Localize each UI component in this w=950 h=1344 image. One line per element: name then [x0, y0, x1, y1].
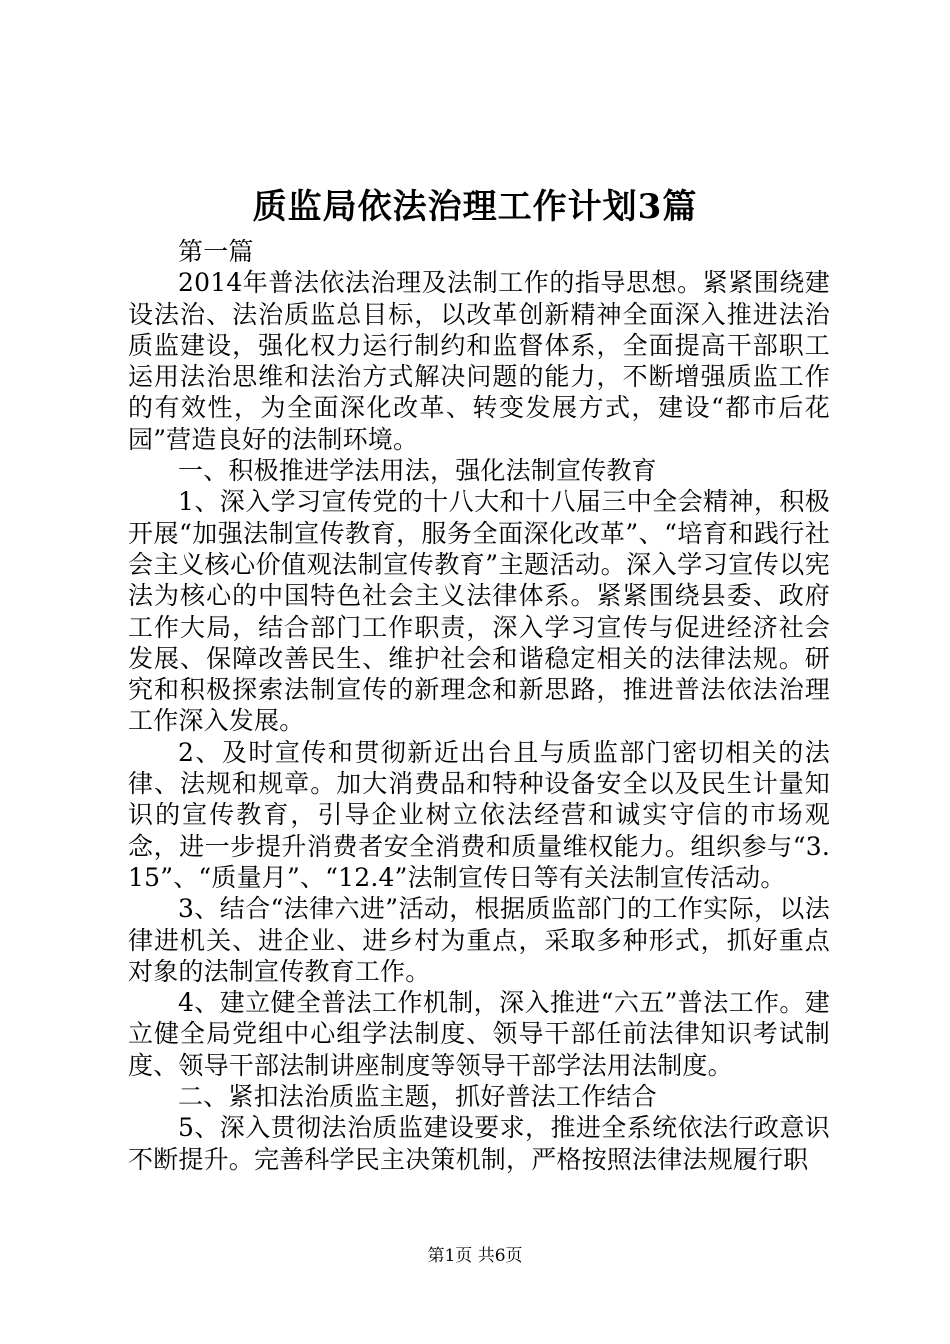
- paragraph: 3、结合“法律六进”活动，根据质监部门的工作实际，以法律进机关、进企业、进乡村为重点，采取多种形式，抓好重点对象的法制宣传教育工作。: [128, 894, 830, 986]
- paragraph: 2014年普法依法治理及法制工作的指导思想。紧紧围绕建设法治、法治质监总目标，以改革创新精神全面深入推进法治质监建设，强化权力运行制约和监督体系，全面提高干部职工运用法治思维和法治方式解决问题的能力，不断增强质监工作的有效性，为全面深化改革、转变发展方式，建设“都市后花园”营造良好的法制环境。: [128, 268, 830, 454]
- section-heading: 一、积极推进学法用法，强化法制宣传教育: [178, 456, 657, 486]
- paragraph: 1、深入学习宣传党的十八大和十八届三中全会精神，积极开展“加强法制宣传教育，服务全面深化改革”、“培育和践行社会主义核心价值观法制宣传教育”主题活动。深入学习宣传以宪法为核心的中国特色社会主义法律体系。紧紧围绕县委、政府工作大局，结合部门工作职责，深入学习宣传与促进经济社会发展、保障改善民生、维护社会和谐稳定相关的法律法规。研究和积极探索法制宣传的新理念和新思路，推进普法依法治理工作深入发展。: [128, 487, 830, 736]
- document-body: [128, 236, 830, 1175]
- paragraph: 2、及时宣传和贯彻新近出台且与质监部门密切相关的法律、法规和规章。加大消费品和特种设备安全以及民生计量知识的宣传教育，引导企业树立依法经营和诚实守信的市场观念，进一步提升消费者安全消费和质量维权能力。组织参与“3.15”、“质量月”、“12.4”法制宣传日等有关法制宣传活动。: [128, 737, 830, 892]
- section-heading: 第一篇: [178, 237, 254, 266]
- page-footer: 第1页 共6页: [427, 1246, 523, 1266]
- paragraph: 5、深入贯彻法治质监建设要求，推进全系统依法行政意识不断提升。完善科学民主决策机制，严格按照法律法规履行职: [128, 1113, 830, 1174]
- document-title: 质监局依法治理工作计划3篇: [252, 187, 698, 227]
- section-heading: 二、紧扣法治质监主题，抓好普法工作结合: [178, 1082, 657, 1112]
- paragraph: 4、建立健全普法工作机制，深入推进“六五”普法工作。建立健全局党组中心组学法制度、领导干部任前法律知识考试制度、领导干部法制讲座制度等领导干部学法用法制度。: [128, 988, 830, 1080]
